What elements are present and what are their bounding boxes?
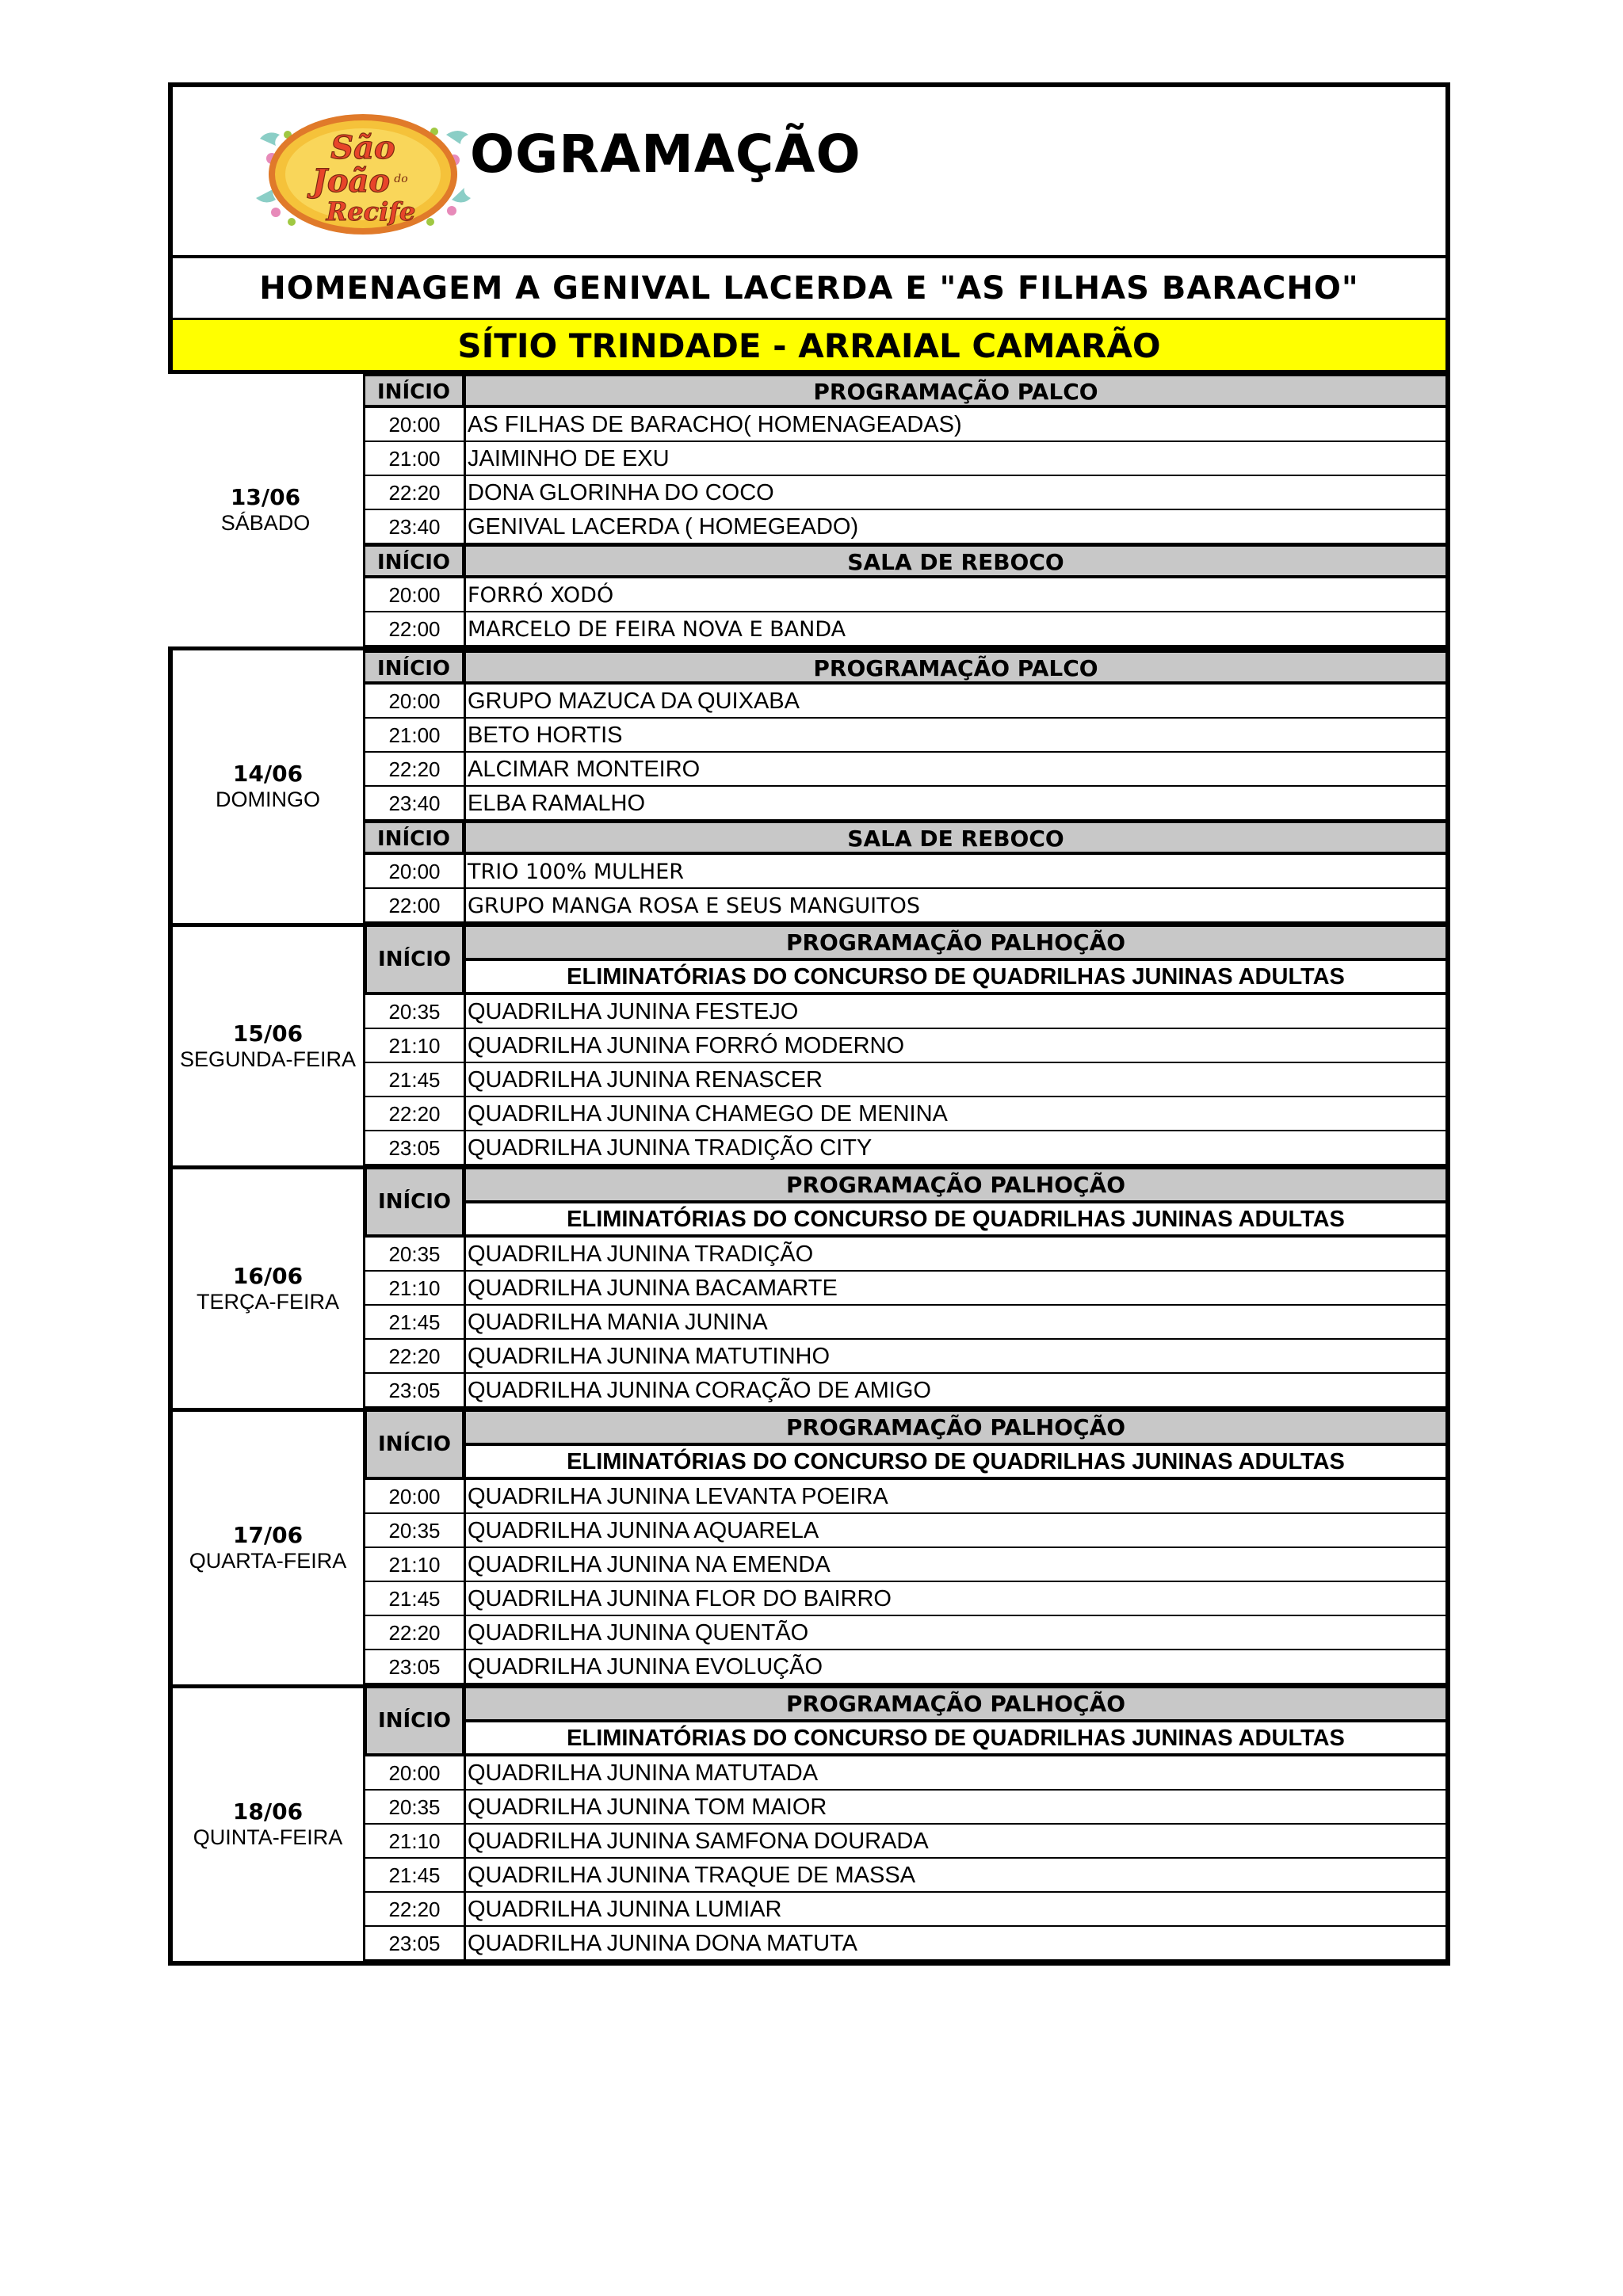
time-cell: 20:35 [363, 1238, 466, 1272]
day-weekday: TERÇA-FEIRA [196, 1289, 339, 1314]
time-cell: 23:05 [363, 1927, 466, 1961]
time-cell: 21:00 [363, 719, 466, 753]
inicio-header: INÍCIO [363, 374, 466, 408]
day-block [168, 646, 1450, 923]
act-cell: QUADRILHA JUNINA FORRÓ MODERNO [466, 1029, 1450, 1063]
time-cell: 22:20 [363, 1616, 466, 1650]
act-cell: QUADRILHA JUNINA EVOLUÇÃO [466, 1650, 1450, 1684]
homenagem-banner: HOMENAGEM A GENIVAL LACERDA E "AS FILHAS BARACHO" [168, 258, 1450, 320]
inicio-header: INÍCIO [363, 927, 466, 995]
section-title: PROGRAMAÇÃO PALHOÇÃO [466, 1688, 1450, 1722]
time-cell: 23:40 [363, 787, 466, 821]
act-cell: JAIMINHO DE EXU [466, 442, 1450, 476]
act-cell: QUADRILHA JUNINA LUMIAR [466, 1893, 1450, 1927]
act-cell: QUADRILHA JUNINA FLOR DO BAIRRO [466, 1582, 1450, 1616]
day-block [168, 1684, 1450, 1966]
schedule-sheet [168, 82, 1450, 1966]
day-block [168, 374, 1450, 646]
time-cell: 21:10 [363, 1272, 466, 1306]
act-cell: GRUPO MAZUCA DA QUIXABA [466, 685, 1450, 719]
day-weekday: SEGUNDA-FEIRA [179, 1047, 357, 1071]
inicio-header: INÍCIO [363, 1169, 466, 1238]
section-title: PROGRAMAÇÃO PALHOÇÃO [466, 1169, 1450, 1203]
day-weekday: DOMINGO [216, 788, 320, 811]
time-cell: 20:00 [363, 1756, 466, 1791]
time-cell: 23:05 [363, 1131, 466, 1165]
act-cell: ELBA RAMALHO [466, 787, 1450, 821]
day-label [168, 374, 363, 646]
sitio-banner: SÍTIO TRINDADE - ARRAIAL CAMARÃO [168, 320, 1450, 374]
inicio-header: INÍCIO [363, 650, 466, 685]
svg-text:do: do [394, 173, 408, 185]
time-cell: 22:20 [363, 1097, 466, 1131]
act-cell: QUADRILHA JUNINA BACAMARTE [466, 1272, 1450, 1306]
section-title: SALA DE REBOCO [466, 821, 1450, 855]
day-block [168, 1408, 1450, 1684]
inicio-header: INÍCIO [363, 1688, 466, 1756]
time-cell: 21:10 [363, 1825, 466, 1859]
inicio-header: INÍCIO [363, 544, 466, 578]
act-cell: GRUPO MANGA ROSA E SEUS MANGUITOS [466, 889, 1450, 923]
act-cell: QUADRILHA JUNINA RENASCER [466, 1063, 1450, 1097]
act-cell: QUADRILHA JUNINA AQUARELA [466, 1514, 1450, 1548]
time-cell: 22:00 [363, 612, 466, 646]
day-label [168, 1169, 363, 1408]
section-subtitle: ELIMINATÓRIAS DO CONCURSO DE QUADRILHAS JUNINAS ADULTAS [466, 1722, 1450, 1756]
day-weekday: QUINTA-FEIRA [193, 1825, 343, 1849]
section-title: SALA DE REBOCO [466, 544, 1450, 578]
svg-text:São: São [330, 129, 395, 166]
act-cell: QUADRILHA JUNINA NA EMENDA [466, 1548, 1450, 1582]
time-cell: 21:45 [363, 1306, 466, 1340]
inicio-header: INÍCIO [363, 1412, 466, 1480]
act-cell: QUADRILHA JUNINA MATUTINHO [466, 1340, 1450, 1374]
day-label [168, 927, 363, 1165]
time-cell: 21:00 [363, 442, 466, 476]
time-cell: 21:45 [363, 1063, 466, 1097]
day-weekday: SÁBADO [220, 511, 311, 535]
time-cell: 22:20 [363, 1893, 466, 1927]
day-date: 18/06 [232, 1798, 304, 1825]
inicio-header: INÍCIO [363, 821, 466, 855]
time-cell: 20:00 [363, 578, 466, 612]
section-subtitle: ELIMINATÓRIAS DO CONCURSO DE QUADRILHAS JUNINAS ADULTAS [466, 1446, 1450, 1480]
day-block [168, 923, 1450, 1165]
time-cell: 21:45 [363, 1859, 466, 1893]
act-cell: AS FILHAS DE BARACHO( HOMENAGEADAS) [466, 408, 1450, 442]
day-label [168, 1412, 363, 1684]
act-cell: QUADRILHA JUNINA CORAÇÃO DE AMIGO [466, 1374, 1450, 1408]
day-weekday: QUARTA-FEIRA [189, 1549, 347, 1573]
time-cell: 20:35 [363, 1791, 466, 1825]
section-title: PROGRAMAÇÃO PALCO [466, 650, 1450, 685]
act-cell: QUADRILHA JUNINA FESTEJO [466, 995, 1450, 1029]
day-date: 16/06 [232, 1262, 304, 1289]
day-date: 17/06 [232, 1522, 304, 1548]
time-cell: 20:35 [363, 995, 466, 1029]
time-cell: 20:00 [363, 408, 466, 442]
time-cell: 20:35 [363, 1514, 466, 1548]
time-cell: 23:40 [363, 510, 466, 544]
time-cell: 22:00 [363, 889, 466, 923]
section-title: PROGRAMAÇÃO PALHOÇÃO [466, 927, 1450, 961]
day-label [168, 1688, 363, 1961]
act-cell: QUADRILHA JUNINA TOM MAIOR [466, 1791, 1450, 1825]
act-cell: QUADRILHA JUNINA TRADIÇÃO [466, 1238, 1450, 1272]
day-block [168, 1165, 1450, 1408]
time-cell: 21:45 [363, 1582, 466, 1616]
act-cell: GENIVAL LACERDA ( HOMEGEADO) [466, 510, 1450, 544]
day-date: 13/06 [230, 484, 301, 510]
days-container [168, 374, 1450, 1966]
time-cell: 20:00 [363, 685, 466, 719]
section-title: PROGRAMAÇÃO PALCO [466, 374, 1450, 408]
act-cell: QUADRILHA JUNINA TRAQUE DE MASSA [466, 1859, 1450, 1893]
act-cell: QUADRILHA JUNINA QUENTÃO [466, 1616, 1450, 1650]
act-cell: BETO HORTIS [466, 719, 1450, 753]
time-cell: 20:00 [363, 855, 466, 889]
time-cell: 22:20 [363, 753, 466, 787]
act-cell: QUADRILHA JUNINA LEVANTA POEIRA [466, 1480, 1450, 1514]
time-cell: 21:10 [363, 1029, 466, 1063]
act-cell: QUADRILHA MANIA JUNINA [466, 1306, 1450, 1340]
day-date: 15/06 [232, 1020, 304, 1047]
act-cell: QUADRILHA JUNINA TRADIÇÃO CITY [466, 1131, 1450, 1165]
act-cell: ALCIMAR MONTEIRO [466, 753, 1450, 787]
time-cell: 22:20 [363, 1340, 466, 1374]
act-cell: QUADRILHA JUNINA DONA MATUTA [466, 1927, 1450, 1961]
act-cell: MARCELO DE FEIRA NOVA E BANDA [466, 612, 1450, 646]
time-cell: 21:10 [363, 1548, 466, 1582]
act-cell: QUADRILHA JUNINA CHAMEGO DE MENINA [466, 1097, 1450, 1131]
act-cell: QUADRILHA JUNINA SAMFONA DOURADA [466, 1825, 1450, 1859]
header [168, 82, 1450, 258]
section-subtitle: ELIMINATÓRIAS DO CONCURSO DE QUADRILHAS JUNINAS ADULTAS [466, 1203, 1450, 1238]
day-label [168, 650, 363, 923]
section-subtitle: ELIMINATÓRIAS DO CONCURSO DE QUADRILHAS JUNINAS ADULTAS [466, 961, 1450, 995]
act-cell: DONA GLORINHA DO COCO [466, 476, 1450, 510]
svg-text:Recife: Recife [326, 196, 416, 227]
time-cell: 23:05 [363, 1650, 466, 1684]
act-cell: QUADRILHA JUNINA MATUTADA [466, 1756, 1450, 1791]
act-cell: FORRÓ XODÓ [466, 578, 1450, 612]
time-cell: 22:20 [363, 476, 466, 510]
time-cell: 23:05 [363, 1374, 466, 1408]
day-date: 14/06 [232, 761, 304, 787]
section-title: PROGRAMAÇÃO PALHOÇÃO [466, 1412, 1450, 1446]
svg-text:João: João [311, 162, 391, 200]
sao-joao-logo [244, 111, 482, 238]
time-cell: 20:00 [363, 1480, 466, 1514]
page-title: OGRAMAÇÃO [470, 124, 861, 185]
act-cell: TRIO 100% MULHER [466, 855, 1450, 889]
